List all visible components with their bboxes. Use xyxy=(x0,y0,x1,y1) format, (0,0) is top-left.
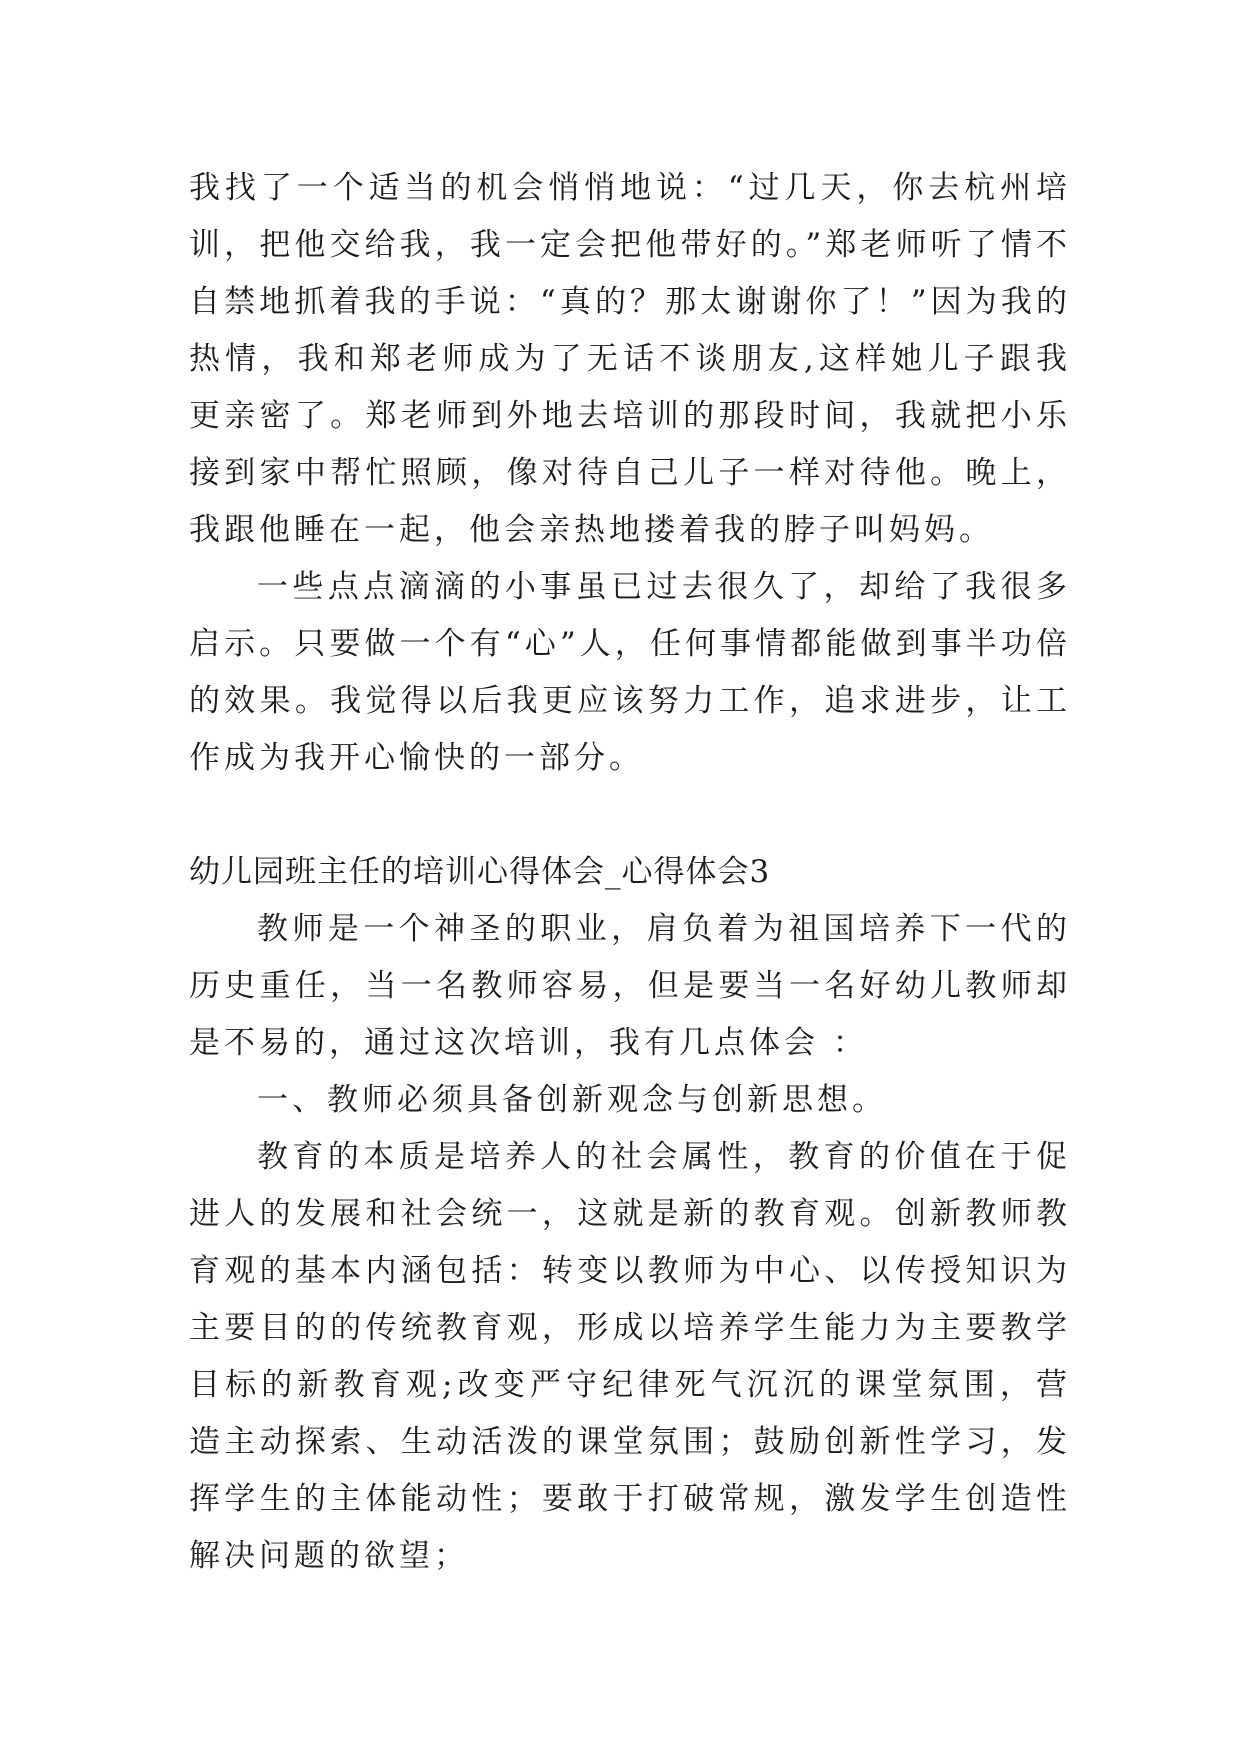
section-heading: 幼儿园班主任的培训心得体会_心得体会3 xyxy=(189,854,771,890)
paragraph-2: 一些点点滴滴的小事虽已过去很久了，却给了我很多启示。只要做一个有“心”人，任何事情都能做到事半功倍的效果。我觉得以后我更应该努力工作，追求进步，让工作成为我开心愉快的一部分。 xyxy=(189,569,1071,776)
document-body xyxy=(189,160,1071,1585)
paragraph-5: 教育的本质是培养人的社会属性，教育的价值在于促进人的发展和社会统一，这就是新的教育观。创新教师教育观的基本内涵包括：转变以教师为中心、以传授知识为主要目的的传统教育观，形成以培养学生能力为主要教学目标的新教育观;改变严守纪律死气沉沉的课堂氛围，营造主动探索、生动活泼的课堂氛围；鼓励创新性学习，发挥学生的主体能动性；要敢于打破常规，激发学生创造性解决问题的欲望； xyxy=(189,1139,1071,1574)
paragraph-3: 教师是一个神圣的职业，肩负着为祖国培养下一代的历史重任，当一名教师容易，但是要当一名好幼儿教师却是不易的，通过这次培训，我有几点体会 ： xyxy=(189,911,1071,1061)
paragraph-4: 一、教师必须具备创新观念与创新思想。 xyxy=(257,1082,887,1118)
paragraph-1: 我找了一个适当的机会悄悄地说：“过几天，你去杭州培训，把他交给我，我一定会把他带好的。”郑老师听了情不自禁地抓着我的手说：“真的？那太谢谢你了！”因为我的热情，我和郑老师成为了无话不谈朋友,这样她儿子跟我更亲密了。郑老师到外地去培训的那段时间，我就把小乐接到家中帮忙照顾，像对待自己儿子一样对待他。晚上，我跟他睡在一起，他会亲热地搂着我的脖子叫妈妈。 xyxy=(189,170,1071,548)
